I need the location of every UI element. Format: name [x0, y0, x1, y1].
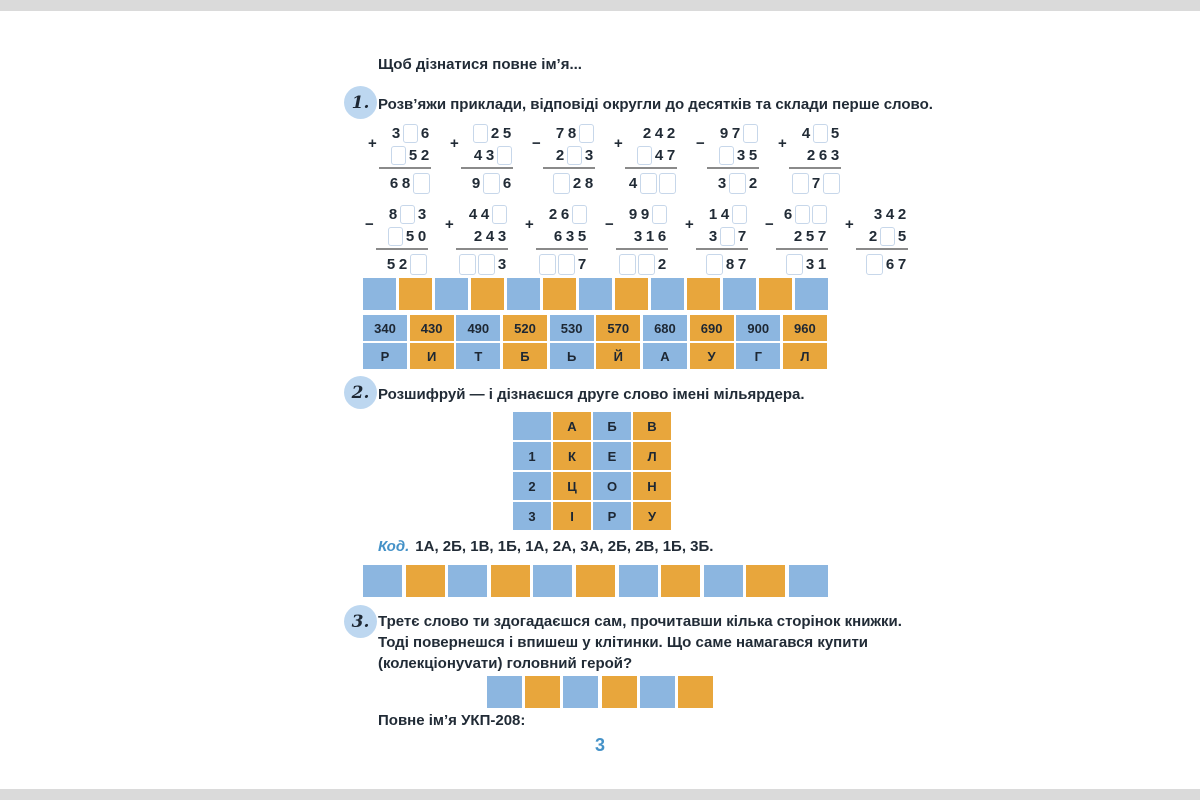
table-letter-cell: Ь — [550, 343, 594, 369]
page-number: 3 — [594, 735, 605, 755]
digit: 3 — [497, 255, 507, 273]
answer-box[interactable] — [640, 173, 657, 194]
answer-cell[interactable] — [640, 676, 675, 708]
operand-row — [376, 203, 428, 225]
digit: 9 — [471, 174, 481, 192]
page-bottom-edge — [0, 789, 1200, 800]
digit: 2 — [657, 255, 667, 273]
digit: 8 — [388, 205, 398, 223]
grid-letter-cell: У — [633, 502, 671, 530]
answer-cell[interactable] — [619, 565, 658, 597]
digit: 1 — [645, 227, 655, 245]
digit: 6 — [420, 124, 430, 142]
grid-header-cell: А — [553, 412, 591, 440]
answer-cell[interactable] — [363, 565, 402, 597]
sum-line — [376, 248, 428, 250]
sum-line — [789, 167, 841, 169]
exercise-1-instruction: Розв’яжи приклади, відповіді округли до десятків та склади перше слово. — [378, 96, 933, 113]
digit: 8 — [567, 124, 577, 142]
digit: 2 — [666, 124, 676, 142]
digit: 3 — [830, 146, 840, 164]
result-row — [776, 252, 828, 276]
digit: 3 — [805, 255, 815, 273]
math-problem — [614, 122, 677, 195]
answer-box[interactable] — [497, 146, 512, 165]
operand-row — [461, 144, 513, 166]
digit: 8 — [725, 255, 735, 273]
grid-letter-cell: Л — [633, 442, 671, 470]
operand-row — [707, 144, 759, 166]
result-row — [376, 252, 428, 276]
operand-row — [379, 122, 431, 144]
digit: 7 — [737, 227, 747, 245]
sum-line — [616, 248, 668, 250]
answer-box[interactable] — [553, 173, 570, 194]
table-letter-cell: Г — [736, 343, 780, 369]
operand-row — [543, 122, 595, 144]
digit: 4 — [628, 174, 638, 192]
sum-line — [776, 248, 828, 250]
grid-letter-cell: К — [553, 442, 591, 470]
operand-row — [616, 203, 668, 225]
digit: 6 — [783, 205, 793, 223]
digit: 8 — [401, 174, 411, 192]
grid-header-cell: В — [633, 412, 671, 440]
digit: 4 — [801, 124, 811, 142]
answer-box[interactable] — [459, 254, 476, 275]
answer-box[interactable] — [792, 173, 809, 194]
digit: 4 — [468, 205, 478, 223]
digit: 2 — [473, 227, 483, 245]
table-number-cell: 570 — [596, 315, 640, 341]
digit: 3 — [717, 174, 727, 192]
answer-cells-row-word-2 — [363, 565, 828, 597]
answer-box[interactable] — [637, 146, 652, 165]
digit: 2 — [398, 255, 408, 273]
digit: 7 — [731, 124, 741, 142]
result-row — [616, 252, 668, 276]
digit: 7 — [577, 255, 587, 273]
answer-box[interactable] — [813, 124, 828, 143]
answer-cell[interactable] — [533, 565, 572, 597]
table-letter-cell: Т — [456, 343, 500, 369]
digit: 3 — [584, 146, 594, 164]
operand-row — [376, 225, 428, 247]
answer-box[interactable] — [743, 124, 758, 143]
math-problem — [445, 203, 508, 276]
answer-box[interactable] — [823, 173, 840, 194]
operand-row — [776, 203, 828, 225]
digit: 9 — [628, 205, 638, 223]
exercise-3-number-badge: 3. — [344, 605, 377, 638]
digit: 6 — [560, 205, 570, 223]
code-sequence: 1А, 2Б, 1В, 1Б, 1А, 2А, 3А, 2Б, 2В, 1Б, 3Б. — [415, 538, 714, 555]
answer-box[interactable] — [729, 173, 746, 194]
digit: 2 — [897, 205, 907, 223]
grid-letter-cell: Ц — [553, 472, 591, 500]
table-number-cell: 900 — [736, 315, 780, 341]
plus-sign: + — [368, 135, 377, 152]
grid-letter-cell: О — [593, 472, 631, 500]
answer-box[interactable] — [483, 173, 500, 194]
table-letter-cell: Б — [503, 343, 547, 369]
answer-box[interactable] — [539, 254, 556, 275]
answer-cell[interactable] — [448, 565, 487, 597]
digit: 5 — [577, 227, 587, 245]
operand-row — [789, 122, 841, 144]
digit: 5 — [897, 227, 907, 245]
operand-row — [536, 225, 588, 247]
answer-cell[interactable] — [363, 278, 396, 310]
table-number-cell: 490 — [456, 315, 500, 341]
answer-cell[interactable] — [406, 565, 445, 597]
exercise-2-number-badge: 2. — [344, 376, 377, 409]
plus-sign: + — [614, 135, 623, 152]
answer-cell[interactable] — [435, 278, 468, 310]
math-problem — [365, 203, 428, 276]
digit: 4 — [480, 205, 490, 223]
answer-box[interactable] — [652, 205, 667, 224]
sum-line — [707, 167, 759, 169]
digit: 3 — [633, 227, 643, 245]
plus-sign: + — [525, 216, 534, 233]
answer-box[interactable] — [719, 146, 734, 165]
sum-line — [543, 167, 595, 169]
math-problem — [368, 122, 431, 195]
digit: 3 — [736, 146, 746, 164]
digit: 5 — [405, 227, 415, 245]
digit: 2 — [548, 205, 558, 223]
page-top-edge — [0, 0, 1200, 11]
digit: 3 — [565, 227, 575, 245]
digit: 9 — [719, 124, 729, 142]
result-row — [707, 171, 759, 195]
result-row — [543, 171, 595, 195]
answer-box[interactable] — [400, 205, 415, 224]
answer-box[interactable] — [659, 173, 676, 194]
number-letter-code-table — [363, 315, 827, 369]
sum-line — [536, 248, 588, 250]
table-letter-cell: Р — [363, 343, 407, 369]
code-table-row — [363, 315, 827, 341]
answer-box[interactable] — [388, 227, 403, 246]
grid-header-cell: Б — [593, 412, 631, 440]
answer-cell[interactable] — [491, 565, 530, 597]
table-number-cell: 340 — [363, 315, 407, 341]
minus-sign: − — [532, 135, 541, 152]
math-problem — [450, 122, 513, 195]
grid-row-label: 3 — [513, 502, 551, 530]
sum-line — [625, 167, 677, 169]
answer-cell[interactable] — [789, 565, 828, 597]
math-problem — [525, 203, 588, 276]
operand-row — [696, 225, 748, 247]
digit: 5 — [502, 124, 512, 142]
digit: 4 — [720, 205, 730, 223]
answer-box[interactable] — [795, 205, 810, 224]
answer-box[interactable] — [478, 254, 495, 275]
intro-text: Щоб дізнатися повне ім’я... — [378, 56, 582, 73]
grid-row-label: 2 — [513, 472, 551, 500]
exercise-3-instruction: Третє слово ти здогадаєшся сам, прочитавши кілька сторінок книжки. Тоді повернешся і впишеш у клітинки. Що саме намагався купити (колекціонуvати) головний герой? — [378, 613, 902, 672]
answer-box[interactable] — [567, 146, 582, 165]
operand-row — [696, 203, 748, 225]
table-number-cell: 520 — [503, 315, 547, 341]
digit: 2 — [420, 146, 430, 164]
answer-box[interactable] — [492, 205, 507, 224]
digit: 7 — [666, 146, 676, 164]
answer-cell[interactable] — [746, 565, 785, 597]
answer-box[interactable] — [732, 205, 747, 224]
digit: 3 — [485, 146, 495, 164]
grid-corner-cell — [513, 412, 551, 440]
answer-box[interactable] — [619, 254, 636, 275]
answer-box[interactable] — [558, 254, 575, 275]
answer-cell[interactable] — [579, 278, 612, 310]
digit: 4 — [654, 124, 664, 142]
answer-cell[interactable] — [525, 676, 560, 708]
digit: 2 — [806, 146, 816, 164]
result-row — [379, 171, 431, 195]
full-name-label: Повне ім’я УКП-208: — [378, 712, 526, 729]
digit: 7 — [897, 255, 907, 273]
answer-cell[interactable] — [576, 565, 615, 597]
digit: 0 — [417, 227, 427, 245]
answer-cell[interactable] — [723, 278, 756, 310]
answer-cell[interactable] — [543, 278, 576, 310]
answer-cell[interactable] — [704, 565, 743, 597]
digit: 6 — [818, 146, 828, 164]
grid-row-label: 1 — [513, 442, 551, 470]
answer-box[interactable] — [572, 205, 587, 224]
digit: 4 — [654, 146, 664, 164]
operand-row — [625, 144, 677, 166]
math-problem — [696, 122, 759, 195]
operand-row — [625, 122, 677, 144]
digit: 5 — [408, 146, 418, 164]
digit: 2 — [642, 124, 652, 142]
operand-row — [616, 225, 668, 247]
minus-sign: − — [765, 216, 774, 233]
answer-box[interactable] — [812, 205, 827, 224]
grid-letter-cell: Р — [593, 502, 631, 530]
result-row — [461, 171, 513, 195]
answer-cell[interactable] — [661, 565, 700, 597]
digit: 7 — [817, 227, 827, 245]
answer-cells-row-word-1 — [363, 278, 828, 310]
digit: 6 — [657, 227, 667, 245]
plus-sign: + — [845, 216, 854, 233]
result-row — [696, 252, 748, 276]
result-row — [456, 252, 508, 276]
digit: 6 — [553, 227, 563, 245]
answer-cell[interactable] — [399, 278, 432, 310]
decoder-grid — [513, 412, 671, 530]
digit: 5 — [805, 227, 815, 245]
digit: 5 — [748, 146, 758, 164]
digit: 1 — [817, 255, 827, 273]
grid-letter-cell: Е — [593, 442, 631, 470]
digit: 4 — [473, 146, 483, 164]
digit: 2 — [490, 124, 500, 142]
minus-sign: − — [696, 135, 705, 152]
digit: 2 — [572, 174, 582, 192]
table-letter-cell: У — [690, 343, 734, 369]
sum-line — [696, 248, 748, 250]
code-line — [378, 538, 713, 555]
digit: 2 — [868, 227, 878, 245]
plus-sign: + — [450, 135, 459, 152]
sum-line — [461, 167, 513, 169]
digit: 3 — [708, 227, 718, 245]
result-row — [536, 252, 588, 276]
answer-cell[interactable] — [678, 676, 713, 708]
answer-cell[interactable] — [602, 676, 637, 708]
answer-cell[interactable] — [487, 676, 522, 708]
answer-box[interactable] — [473, 124, 488, 143]
table-number-cell: 680 — [643, 315, 687, 341]
plus-sign: + — [685, 216, 694, 233]
math-problem — [532, 122, 595, 195]
digit: 6 — [502, 174, 512, 192]
operand-row — [456, 203, 508, 225]
operand-row — [856, 225, 908, 247]
operand-row — [707, 122, 759, 144]
answer-cell[interactable] — [471, 278, 504, 310]
code-label: Код. — [378, 538, 410, 555]
digit: 3 — [873, 205, 883, 223]
sum-line — [856, 248, 908, 250]
table-number-cell: 430 — [410, 315, 454, 341]
result-row — [625, 171, 677, 195]
grid-letter-cell: І — [553, 502, 591, 530]
table-number-cell: 530 — [550, 315, 594, 341]
result-row — [789, 171, 841, 195]
answer-box[interactable] — [720, 227, 735, 246]
sum-line — [379, 167, 431, 169]
answer-cell[interactable] — [563, 676, 598, 708]
digit: 7 — [737, 255, 747, 273]
answer-cell[interactable] — [615, 278, 648, 310]
table-letter-cell: Л — [783, 343, 827, 369]
answer-box[interactable] — [786, 254, 803, 275]
table-letter-cell: А — [643, 343, 687, 369]
answer-cells-row-word-3 — [487, 676, 713, 708]
operand-row — [456, 225, 508, 247]
answer-box[interactable] — [866, 254, 883, 275]
answer-box[interactable] — [706, 254, 723, 275]
minus-sign: − — [605, 216, 614, 233]
answer-box[interactable] — [880, 227, 895, 246]
code-table-row — [363, 343, 827, 369]
digit: 3 — [497, 227, 507, 245]
operand-row — [543, 144, 595, 166]
digit: 3 — [417, 205, 427, 223]
plus-sign: + — [445, 216, 454, 233]
digit: 4 — [885, 205, 895, 223]
digit: 3 — [391, 124, 401, 142]
exercise-2-instruction: Розшифруй — і дізнаєшся друге слово імені мільярдера. — [378, 386, 805, 403]
answer-box[interactable] — [638, 254, 655, 275]
plus-sign: + — [778, 135, 787, 152]
digit: 7 — [811, 174, 821, 192]
table-number-cell: 690 — [690, 315, 734, 341]
digit: 5 — [830, 124, 840, 142]
digit: 5 — [386, 255, 396, 273]
operand-row — [461, 122, 513, 144]
digit: 6 — [389, 174, 399, 192]
digit: 6 — [885, 255, 895, 273]
math-problems-row-1 — [368, 122, 841, 195]
digit: 2 — [748, 174, 758, 192]
answer-box[interactable] — [391, 146, 406, 165]
answer-cell[interactable] — [795, 278, 828, 310]
table-letter-cell: И — [410, 343, 454, 369]
answer-box[interactable] — [413, 173, 430, 194]
digit: 8 — [584, 174, 594, 192]
answer-box[interactable] — [403, 124, 418, 143]
math-problem — [765, 203, 828, 276]
answer-cell[interactable] — [687, 278, 720, 310]
exercise-1-number-badge: 1. — [344, 86, 377, 119]
minus-sign: − — [365, 216, 374, 233]
table-number-cell: 960 — [783, 315, 827, 341]
math-problems-row-2 — [365, 203, 908, 276]
operand-row — [789, 144, 841, 166]
math-problem — [845, 203, 908, 276]
answer-cell[interactable] — [507, 278, 540, 310]
digit: 9 — [640, 205, 650, 223]
operand-row — [536, 203, 588, 225]
result-row — [856, 252, 908, 276]
operand-row — [776, 225, 828, 247]
answer-box[interactable] — [410, 254, 427, 275]
math-problem — [605, 203, 668, 276]
digit: 7 — [555, 124, 565, 142]
digit: 1 — [708, 205, 718, 223]
digit: 4 — [485, 227, 495, 245]
math-problem — [778, 122, 841, 195]
operand-row — [856, 203, 908, 225]
digit: 2 — [555, 146, 565, 164]
table-letter-cell: Й — [596, 343, 640, 369]
digit: 2 — [793, 227, 803, 245]
math-problem — [685, 203, 748, 276]
answer-cell[interactable] — [651, 278, 684, 310]
operand-row — [379, 144, 431, 166]
grid-letter-cell: Н — [633, 472, 671, 500]
answer-cell[interactable] — [759, 278, 792, 310]
answer-box[interactable] — [579, 124, 594, 143]
sum-line — [456, 248, 508, 250]
